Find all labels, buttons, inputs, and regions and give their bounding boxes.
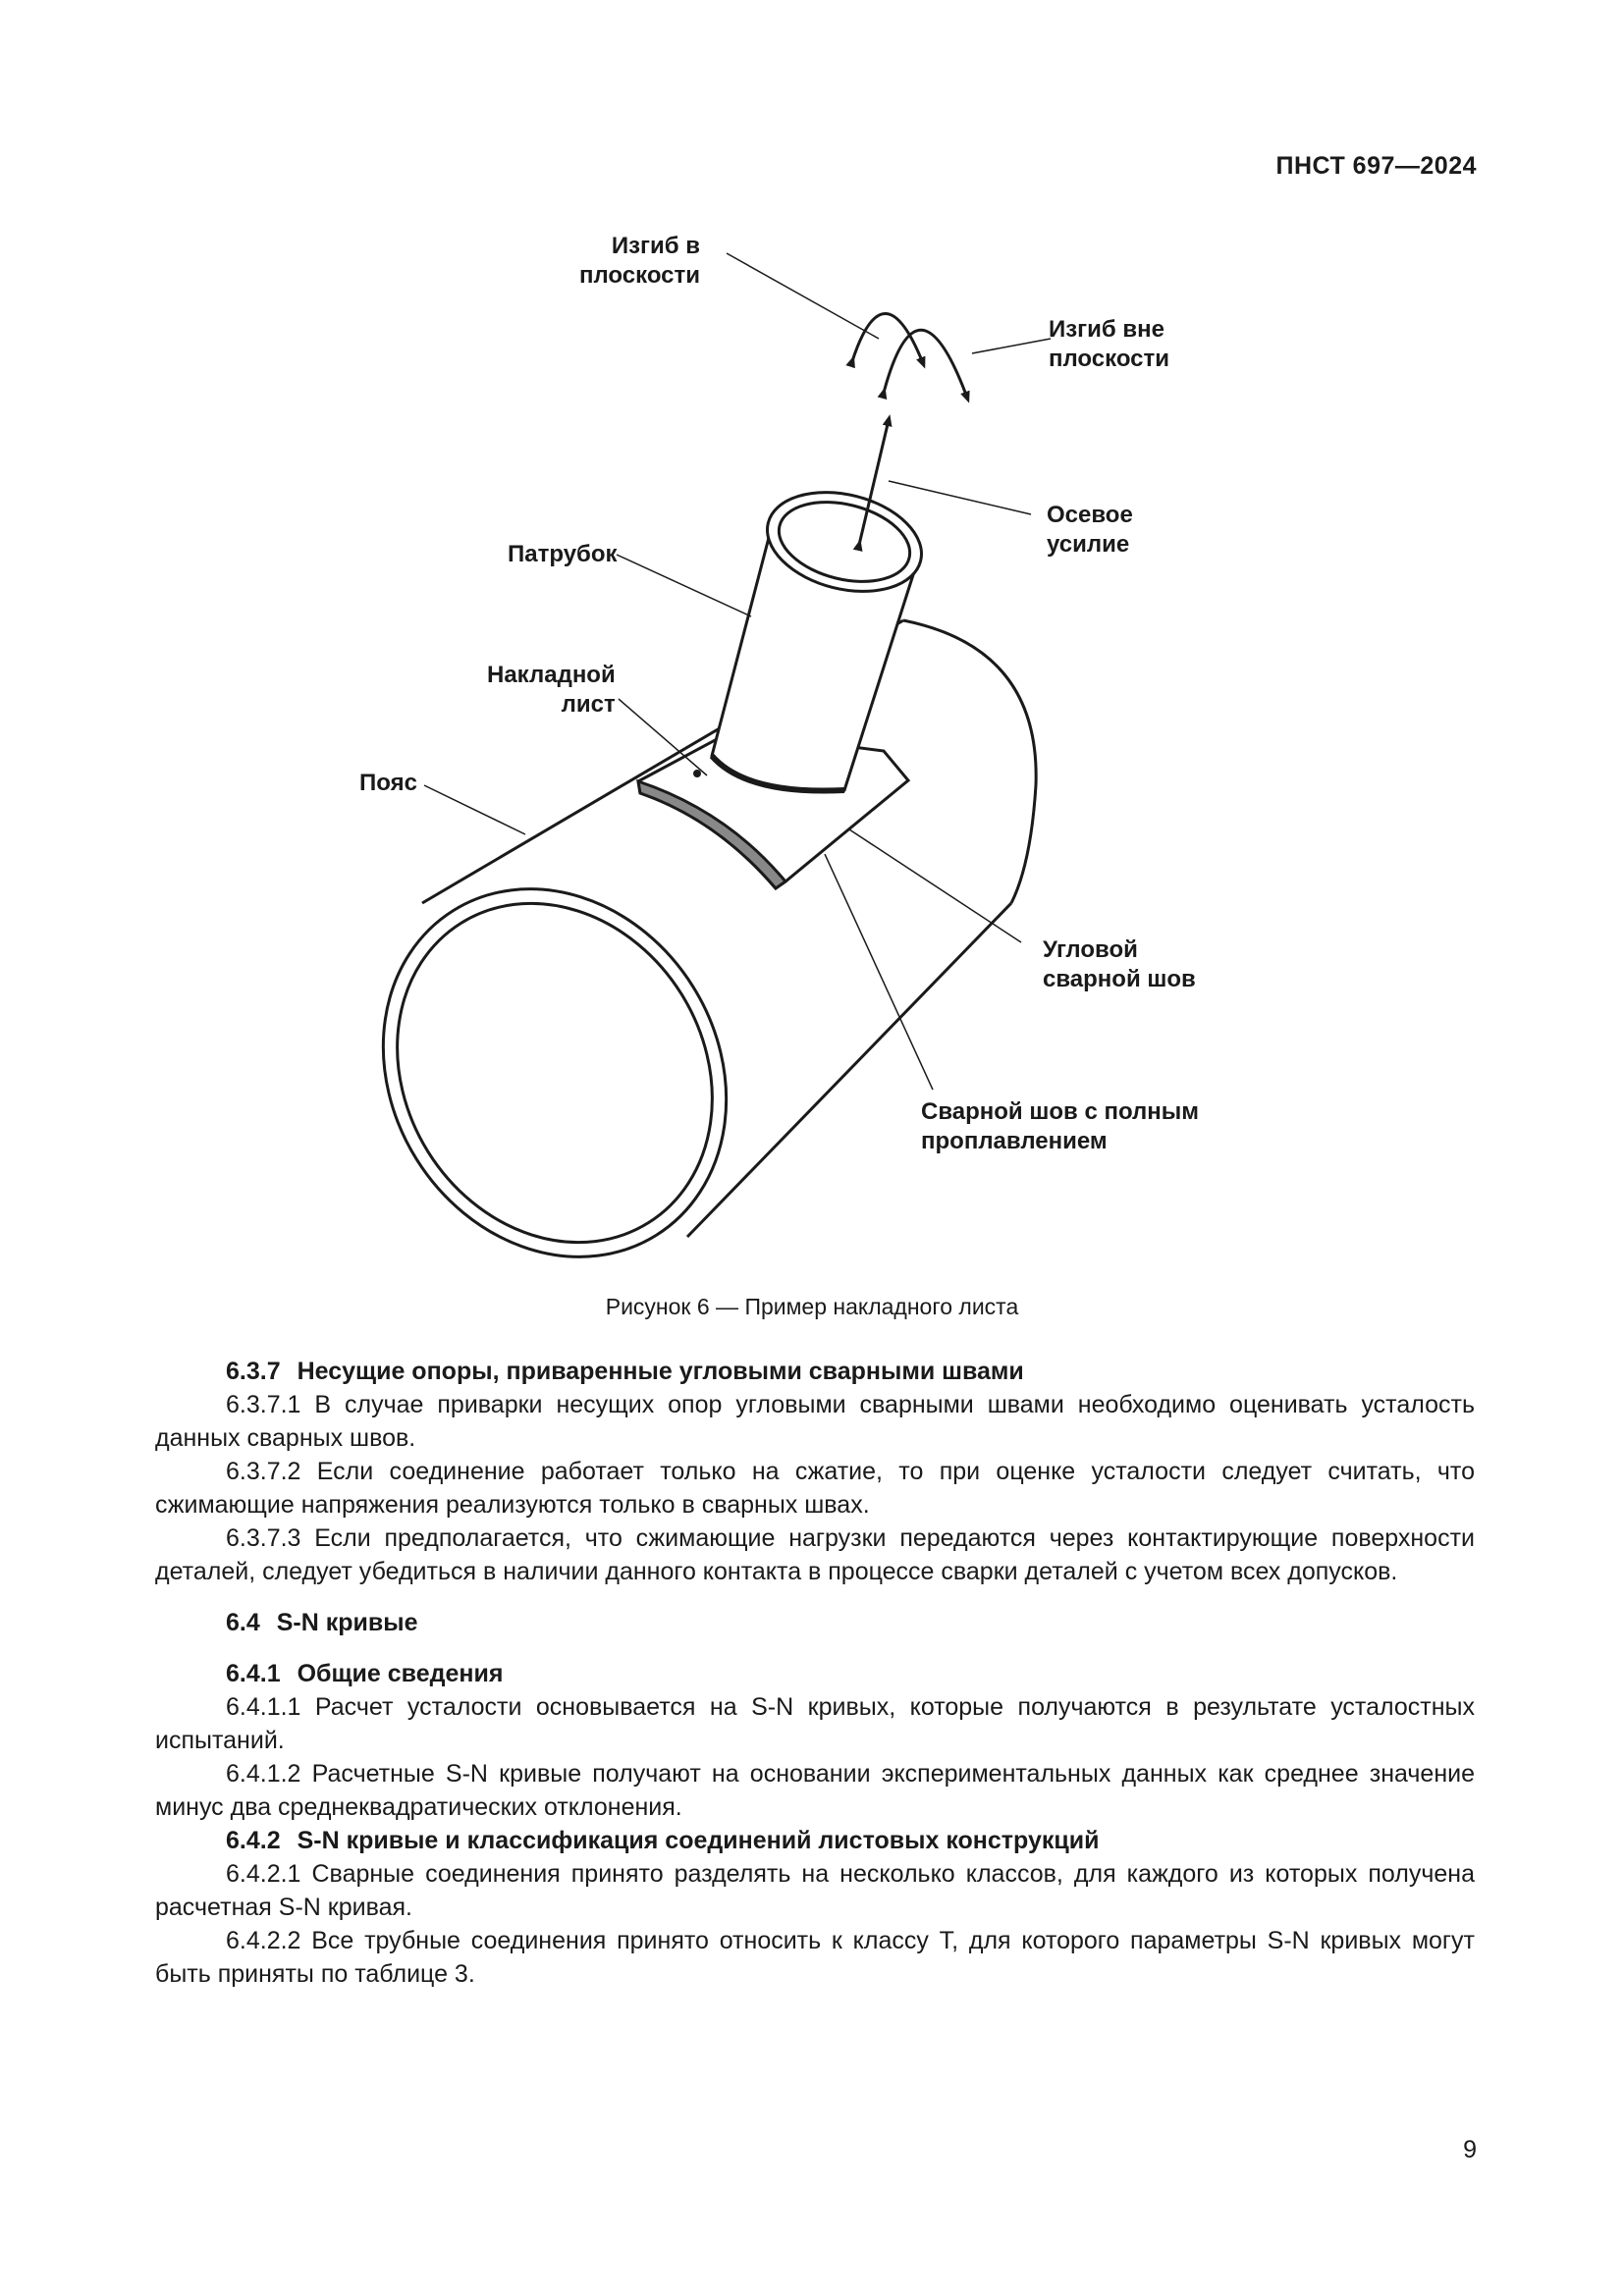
- document-code: ПНСТ 697—2024: [1275, 152, 1477, 180]
- label-axial-force: [1047, 501, 1133, 560]
- document-body: [155, 1355, 1475, 1991]
- paragraph-6-3-7-1: 6.3.7.1 В случае приварки несущих опор угловыми сварными швами необходимо оценивать усталость данных сварных швов.: [155, 1391, 1475, 1452]
- label-axial-force-line2: усилие: [1047, 531, 1130, 558]
- label-doubler-plate-line2: лист: [561, 691, 616, 718]
- label-full-penetration-weld-line1: Сварной шов с полным: [921, 1098, 1200, 1125]
- paragraph-6-4-1-2: 6.4.1.2 Расчетные S-N кривые получают на основании экспериментальных данных как среднее значение минус два среднеквадратических отклонения.: [155, 1760, 1475, 1821]
- heading-6-4-2-text: S-N кривые и классификация соединений листовых конструкций: [297, 1827, 1100, 1854]
- label-in-plane-bending: [579, 232, 700, 291]
- figure-caption: Рисунок 6 — Пример накладного листа: [605, 1294, 1019, 1319]
- label-in-plane-bending-line2: плоскости: [579, 262, 701, 289]
- page-number: 9: [1463, 2136, 1477, 2163]
- label-axial-force-line1: Осевое: [1047, 502, 1133, 528]
- paragraph-6-3-7-3: 6.3.7.3 Если предполагается, что сжимающие нагрузки передаются через контактирующие поверхности деталей, следует убедиться в наличии данного контакта в процессе сварки деталей с учетом всех допусков.: [155, 1524, 1475, 1585]
- label-brace: Патрубок: [508, 541, 618, 567]
- heading-6-4-2-number: 6.4.2: [226, 1827, 281, 1854]
- heading-6-3-7-number: 6.3.7: [226, 1358, 281, 1385]
- label-doubler-plate-line1: Накладной: [487, 662, 616, 688]
- label-in-plane-bending-line1: Изгиб в: [611, 233, 701, 259]
- bending-arrows: [852, 313, 967, 398]
- brace-pipe: [712, 477, 932, 790]
- label-fillet-weld: [1043, 935, 1196, 994]
- paragraph-6-3-7-2: 6.3.7.2 Если соединение работает только на сжатие, то при оценке усталости следует считать, что сжимающие напряжения реализуются только в сварных швах.: [155, 1458, 1475, 1519]
- heading-6-4-1: [155, 1657, 1475, 1690]
- heading-6-4-text: S-N кривые: [276, 1609, 418, 1636]
- label-out-of-plane-bending-line2: плоскости: [1049, 346, 1170, 372]
- chord-pipe: [315, 620, 1036, 1296]
- heading-6-3-7: [155, 1355, 1475, 1388]
- paragraph-6-4-2-2: 6.4.2.2 Все трубные соединения принято относить к классу T, для которого параметры S-N кривых могут быть приняты по таблице 3.: [155, 1927, 1475, 1988]
- heading-6-3-7-text: Несущие опоры, приваренные угловыми сварными швами: [297, 1358, 1024, 1385]
- heading-6-4-number: 6.4: [226, 1609, 260, 1636]
- label-doubler-plate: [487, 661, 616, 720]
- label-full-penetration-weld-line2: проплавлением: [921, 1128, 1108, 1154]
- label-out-of-plane-bending-line1: Изгиб вне: [1049, 316, 1165, 343]
- paragraph-6-4-1-1: 6.4.1.1 Расчет усталости основывается на S-N кривых, которые получаются в результате усталостных испытаний.: [155, 1693, 1475, 1754]
- paragraph-6-4-2-1: 6.4.2.1 Сварные соединения принято разделять на несколько классов, для каждого из которых получена расчетная S-N кривая.: [155, 1860, 1475, 1921]
- heading-6-4-1-number: 6.4.1: [226, 1660, 281, 1687]
- heading-6-4-1-text: Общие сведения: [297, 1660, 504, 1687]
- label-fillet-weld-line2: сварной шов: [1043, 966, 1196, 992]
- label-chord: Пояс: [359, 770, 417, 796]
- heading-6-4: [155, 1606, 1475, 1639]
- label-full-penetration-weld: [921, 1097, 1199, 1156]
- label-out-of-plane-bending: [1049, 315, 1169, 374]
- heading-6-4-2: [155, 1824, 1475, 1857]
- label-fillet-weld-line1: Угловой: [1043, 936, 1138, 963]
